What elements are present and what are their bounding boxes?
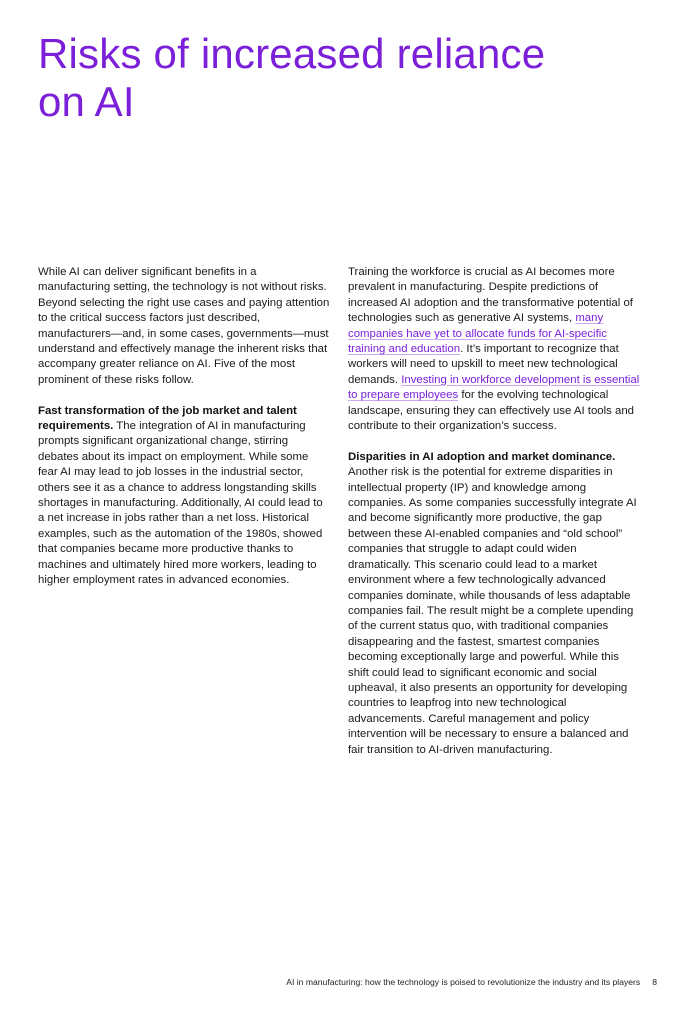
- ai-training-funds-link[interactable]: many companies have yet to allocate funds for AI-specific training and education: [348, 312, 607, 356]
- right-column: [348, 265, 640, 773]
- left-column: [38, 265, 330, 604]
- job-market-paragraph: [38, 404, 330, 589]
- intro-paragraph: While AI can deliver significant benefits in a manufacturing setting, the technology is not without risks. Beyond selecting the right use cases and paying attention to the critical success factors just described, manufacturers—and, in some cases, governments—must understand and effectively manage the inherent risks that accompany greater reliance on AI. Five of the most prominent of these risks follow.: [38, 266, 330, 386]
- disparities-heading: Disparities in AI adoption and market dominance.: [348, 450, 616, 463]
- page-number: 8: [652, 977, 657, 987]
- workforce-development-link[interactable]: Investing in workforce development is essential to prepare employees: [348, 373, 640, 402]
- training-paragraph: [348, 265, 640, 434]
- disparities-body: Another risk is the potential for extreme disparities in intellectual property (IP) and knowledge among companies. As some companies successfully integrate AI and become significantly more productive, the gap between these AI-enabled companies and “old school” companies that struggle to adapt could widen dramatically. This scenario could lead to a market environment where a few technologically advanced companies dominate, while thousands of less adaptable companies fail. The result might be a complete upending of the current status quo, with traditional companies disappearing and the fastest, smartest companies becoming exceptionally large and powerful. While this shift could lead to significant economic and social upheaval, it also presents an opportunity for developing countries to leapfrog into new technological advancements. Careful management and policy intervention will be necessary to ensure a balanced and fair transition to AI-driven manufacturing.: [348, 466, 637, 756]
- training-text-3: for the evolving technological landscape, ensuring they can effectively use AI tools and contribute to their organization’s success.: [348, 389, 635, 433]
- training-text-2: . It’s important to recognize that workers will need to upskill to meet new technological demands.: [348, 343, 619, 386]
- disparities-paragraph: [348, 450, 640, 758]
- footer-document-title: AI in manufacturing: how the technology is poised to revolutionize the industry and its players: [286, 977, 641, 987]
- training-text-1: Training the workforce is crucial as AI becomes more prevalent in manufacturing. Despite predictions of increased AI adoption and the transformative potential of technologies such as generative AI systems,: [348, 266, 633, 325]
- job-market-body: The integration of AI in manufacturing prompts significant organizational change, stirring debates about its impact on employment. While some fear AI may lead to job losses in the industrial sector, others see it as a chance to address longstanding skills shortages in manufacturing. Additionally, AI could lead to a net increase in jobs rather than a net loss. Historical examples, such as the automation of the 1980s, showed that companies became more productive thanks to machines and ultimately hired more workers, leading to higher employment rates in advanced economies.: [38, 420, 323, 587]
- job-market-heading: Fast transformation of the job market and talent requirements.: [38, 404, 297, 433]
- page-footer: [0, 977, 657, 987]
- page-title: Risks of increased reliance on AI: [38, 30, 546, 125]
